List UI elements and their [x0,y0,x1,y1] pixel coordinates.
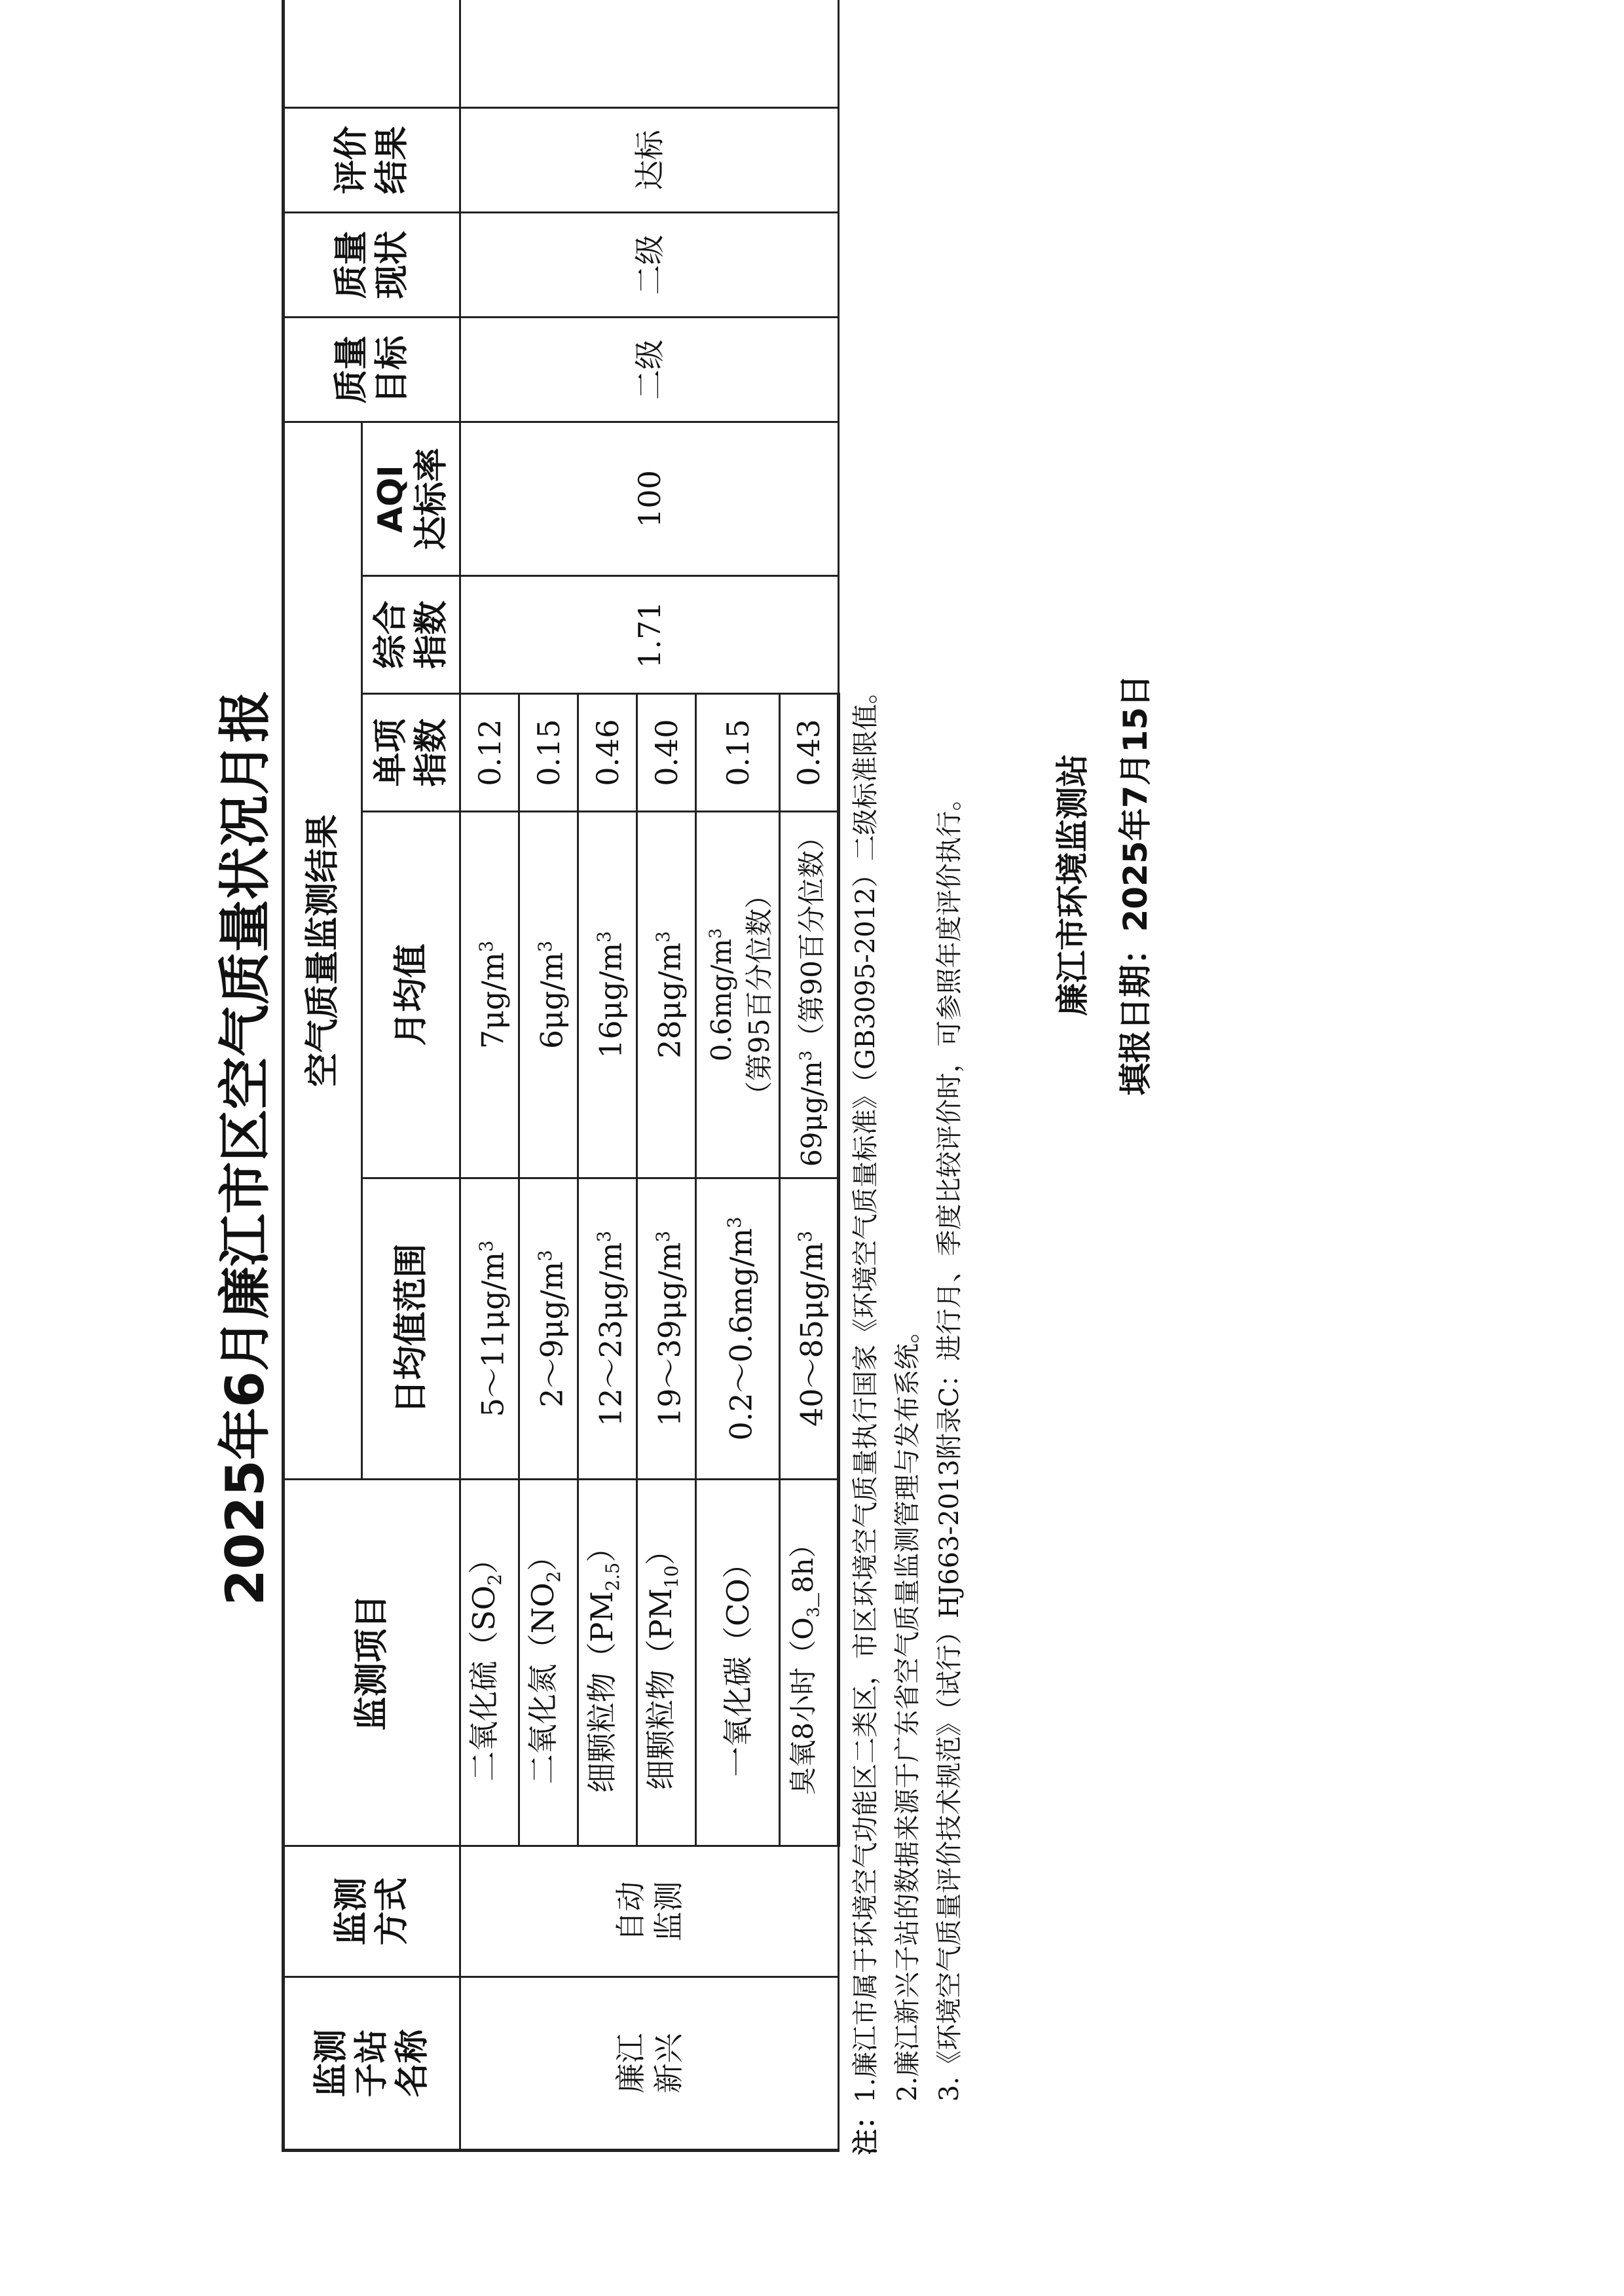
evaluation-value: 达标 [460,108,839,213]
quality-status-value: 二级 [460,213,839,318]
range-cell: $40\sim 85\mu g/m^3$ [780,1178,839,1480]
header-aqi-rate: AQI 达标率 [362,422,460,576]
header-single-index: 单项 指数 [362,694,460,812]
header-composite-index: 综合 指数 [362,576,460,694]
index-cell: 0.12 [460,694,519,812]
range-cell: $2\sim 9\mu g/m^3$ [519,1178,578,1480]
item-cell: 臭氧8小时$(O_3\_8h)$ [780,1480,839,1846]
report-date: 填报日期：2025年7月15日 [1116,674,1154,1096]
header-item: 监测项目 [284,1480,460,1846]
item-cell: 细颗粒物$(PM_{10})$ [637,1480,696,1846]
index-cell: 0.15 [519,694,578,812]
notes-block [845,678,970,2155]
mean-cell: $7\mu g/m^3$ [460,812,519,1178]
mean-cell: $69\mu g/m^3$（第90百分位数） [780,812,839,1178]
header-monthly-mean: 月均值 [362,812,460,1178]
header-evaluation: 评价 结果 [284,108,460,213]
mean-cell: $16\mu g/m^3$ [578,812,637,1178]
header-station: 监测 子站 名称 [284,1977,460,2151]
index-cell: 0.15 [696,694,780,812]
header-daily-range: 日均值范围 [362,1178,460,1480]
signature-block [1041,674,1167,1096]
range-cell: $12\sim 23\mu g/m^3$ [578,1178,637,1480]
range-cell: $5\sim 11\mu g/m^3$ [460,1178,519,1480]
note-item: 3.《环境空气质量评价技术规范》（试行）HJ663-2013附录C：进行月、季度比较评价时，可参照年度评价执行。 [934,784,965,2102]
mean-cell: $6\mu g/m^3$ [519,812,578,1178]
primary-pollutant-value [460,0,839,108]
air-quality-table [282,0,840,2152]
header-results-group: 空气质量监测结果 [284,422,362,1480]
station-name: 廉江 新兴 [460,1977,839,2151]
note-item: 1.廉江市属于环境空气功能区二类区，市区环境空气质量执行国家《环境空气质量标准》（GB3095-2012）二级标准限值。 [851,678,881,2103]
index-cell: 0.46 [578,694,637,812]
header-quality-status: 质量 现状 [284,213,460,318]
mean-cell: $28\mu g/m^3$ [637,812,696,1178]
item-cell: 一氧化碳（CO） [696,1480,780,1846]
note-item: 2.廉江新兴子站的数据来源于广东省空气质量监测管理与发布系统。 [893,1317,923,2102]
mean-cell: $0.6mg/m^3$ （第95百分位数） [696,812,780,1178]
notes-label: 注： [851,2103,881,2155]
report-title: 2025年6月廉江市区空气质量状况月报 [215,690,276,1606]
table-row [460,0,519,2151]
header-primary-pollutant [284,0,460,108]
header-quality-target: 质量 目标 [284,318,460,422]
item-cell: 二氧化硫$(SO_2)$ [460,1480,519,1846]
index-cell: 0.43 [780,694,839,812]
issuing-organization: 廉江市环境监测站 [1054,754,1092,1016]
composite-index-value: 1.71 [460,576,839,694]
quality-target-value: 二级 [460,318,839,422]
header-method: 监测 方式 [284,1846,460,1977]
item-cell: 细颗粒物$(PM_{2.5})$ [578,1480,637,1846]
index-cell: 0.40 [637,694,696,812]
item-cell: 二氧化氮$(NO_2)$ [519,1480,578,1846]
aqi-rate-value: 100 [460,422,839,576]
monitoring-method: 自动 监测 [460,1846,839,1977]
range-cell: $0.2\sim 0.6mg/m^3$ [696,1178,780,1480]
range-cell: $19\sim 39\mu g/m^3$ [637,1178,696,1480]
